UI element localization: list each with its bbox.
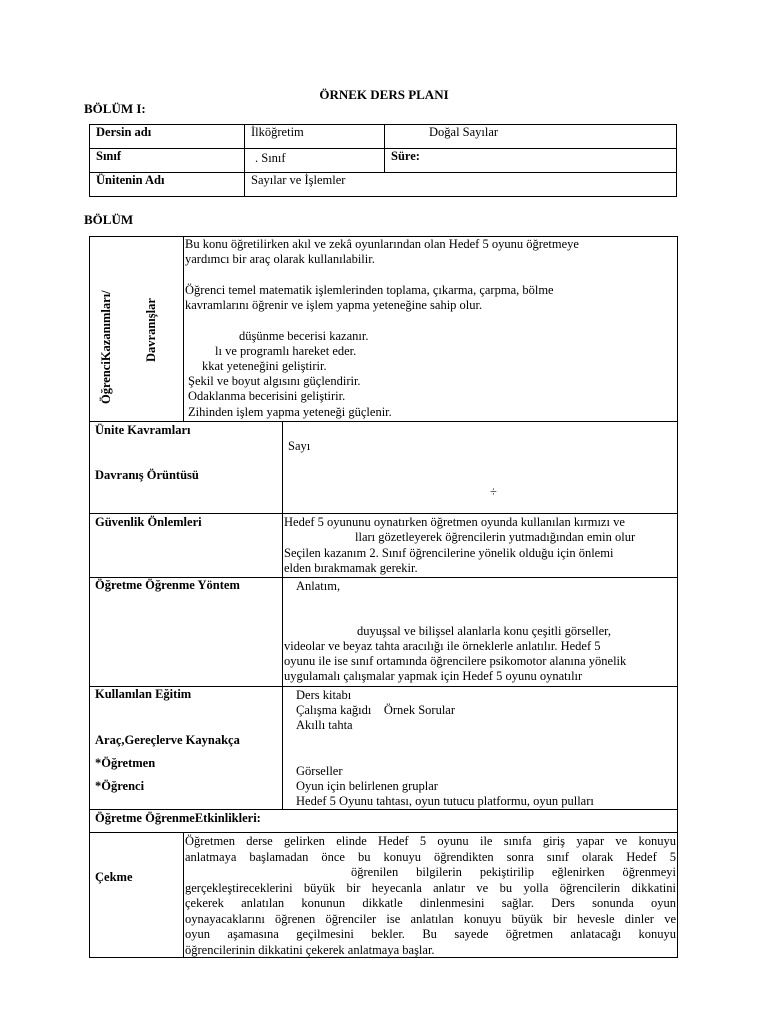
table-row (90, 125, 677, 149)
unit-name-value: Sayılar ve İşlemler (245, 173, 677, 197)
safety-label: Güvenlik Önlemleri (95, 515, 202, 529)
safety-line: Hedef 5 oyununu oynatırken öğretmen oyunda kullanılan kırmızı ve (284, 515, 625, 529)
attention-paragraph (185, 834, 676, 958)
paragraph-line: çekerek anlatılan konunun dikkatle dinlenmesini sağlar. Ders sonunda oyun (185, 896, 676, 910)
outcome-line: Odaklanma becerisini geliştirir. (188, 389, 346, 403)
material-item: Görseller (296, 764, 343, 778)
outcome-line: yardımcı bir araç olarak kullanılabilir. (185, 252, 375, 266)
course-name-label: Dersin adı (90, 125, 245, 149)
materials-label-2: Araç,Gereçlerve Kaynakça (95, 733, 240, 747)
paragraph-line: öğrenilen bilgilerin pekiştirilip eğlenirken öğrenmeyi (351, 865, 676, 879)
outcome-line: lı ve programlı hareket eder. (215, 344, 357, 358)
paragraph-line: oynayacaklarını öğrenen öğrenciler ise anlatılan konuyu büyük bir hevesle dinler ve (185, 911, 676, 926)
division-symbol: ÷ (490, 485, 497, 499)
table-row (90, 173, 677, 197)
safety-line: elden bırakmamak gerekir. (284, 561, 418, 575)
page-title: ÖRNEK DERS PLANI (319, 87, 449, 102)
materials-label: Kullanılan Eğitim (95, 687, 192, 701)
method-line: Anlatım, (296, 579, 341, 593)
unit-concepts-label: Ünite Kavramları (95, 423, 191, 437)
student-label: *Öğrenci (95, 779, 145, 793)
behaviours-vertical-label: Davranışlar (144, 298, 158, 362)
outcome-line: kavramlarını öğrenir ve işlem yapma yeteneğine sahip olur. (185, 298, 483, 312)
table-row (90, 149, 677, 173)
teacher-label: *Öğretmen (95, 756, 156, 770)
section-heading-1: BÖLÜM I: (84, 101, 146, 116)
outcome-line: kkat yeteneğini geliştirir. (202, 359, 327, 373)
paragraph-line: gerçekleştireceklerini büyük bir heyecanla anlatır ve bu yolla öğrencilerin dikkatini (185, 880, 676, 895)
attention-label: Çekme (95, 870, 133, 884)
method-line: oyunu ile ise sınıf ortamında öğrencilere psikomotor alanına yönelik (284, 654, 627, 668)
method-label: Öğretme Öğrenme Yöntem (95, 578, 240, 592)
outcomes-vertical-label: ÖğrenciKazanımları/ (99, 290, 113, 404)
safety-line: lları gözetleyerek öğrencilerin yutmadığından emin olur (355, 530, 636, 544)
outcome-line: Öğrenci temel matematik işlemlerinden toplama, çıkarma, çarpma, bölme (185, 283, 554, 297)
section-heading-2: BÖLÜM (84, 212, 134, 227)
outcome-line: Şekil ve boyut algısını güçlendirir. (188, 374, 361, 388)
outcome-line: Zihinden işlem yapma yeteneği güçlenir. (188, 405, 392, 419)
outcome-line: düşünme becerisi kazanır. (239, 329, 369, 343)
paragraph-line: öğrencilerinin dikkatini çekerek anlatmaya başlar. (185, 942, 435, 957)
course-name-value: İlköğretim (245, 125, 385, 149)
method-line: uygulamalı çalışmalar yapmak için Hedef 5 oyunu oynatılır (284, 669, 583, 683)
unit-concepts-value: Sayı (288, 439, 311, 453)
material-item: Oyun için belirlenen gruplar (296, 779, 438, 793)
material-item: Çalışma kağıdı Örnek Sorular (296, 703, 455, 717)
material-item: Akıllı tahta (296, 718, 353, 732)
method-line: duyuşsal ve bilişsel alanlarla konu çeşitli görseller, (357, 624, 611, 638)
activities-header: Öğretme ÖğrenmeEtkinlikleri: (95, 811, 261, 825)
duration-label: Süre: (385, 149, 677, 173)
paragraph-line: oyun aşamasına geçilmesini bekler. Bu sayede öğretmen anlatacağı konuyu (185, 927, 676, 941)
behaviour-pattern-label: Davranış Örüntüsü (95, 468, 199, 482)
material-item: Hedef 5 Oyunu tahtası, oyun tutucu platformu, oyun pulları (296, 794, 594, 808)
material-item: Ders kitabı (296, 688, 352, 702)
unit-name-label: Ünitenin Adı (90, 173, 245, 197)
info-table (89, 124, 677, 197)
outcome-line: Bu konu öğretilirken akıl ve zekâ oyunlarından olan Hedef 5 oyunu öğretmeye (185, 237, 579, 251)
class-label: Sınıf (90, 149, 245, 173)
course-topic-value: Doğal Sayılar (385, 125, 677, 149)
paragraph-line: Öğretmen derse gelirken elinde Hedef 5 oyunu ile sınıfa giriş yapar ve konuyu (185, 834, 676, 848)
class-value: . Sınıf (245, 149, 385, 173)
method-line: videolar ve beyaz tahta aracılığı ile örneklerle anlatılır. Hedef 5 (284, 639, 601, 653)
safety-line: Seçilen kazanım 2. Sınıf öğrencilerine yönelik olduğu için önlemi (284, 546, 614, 560)
paragraph-line: anlatmaya başlamadan önce bu konuyu öğrendikten sonra sınıf olarak Hedef 5 (185, 849, 676, 864)
